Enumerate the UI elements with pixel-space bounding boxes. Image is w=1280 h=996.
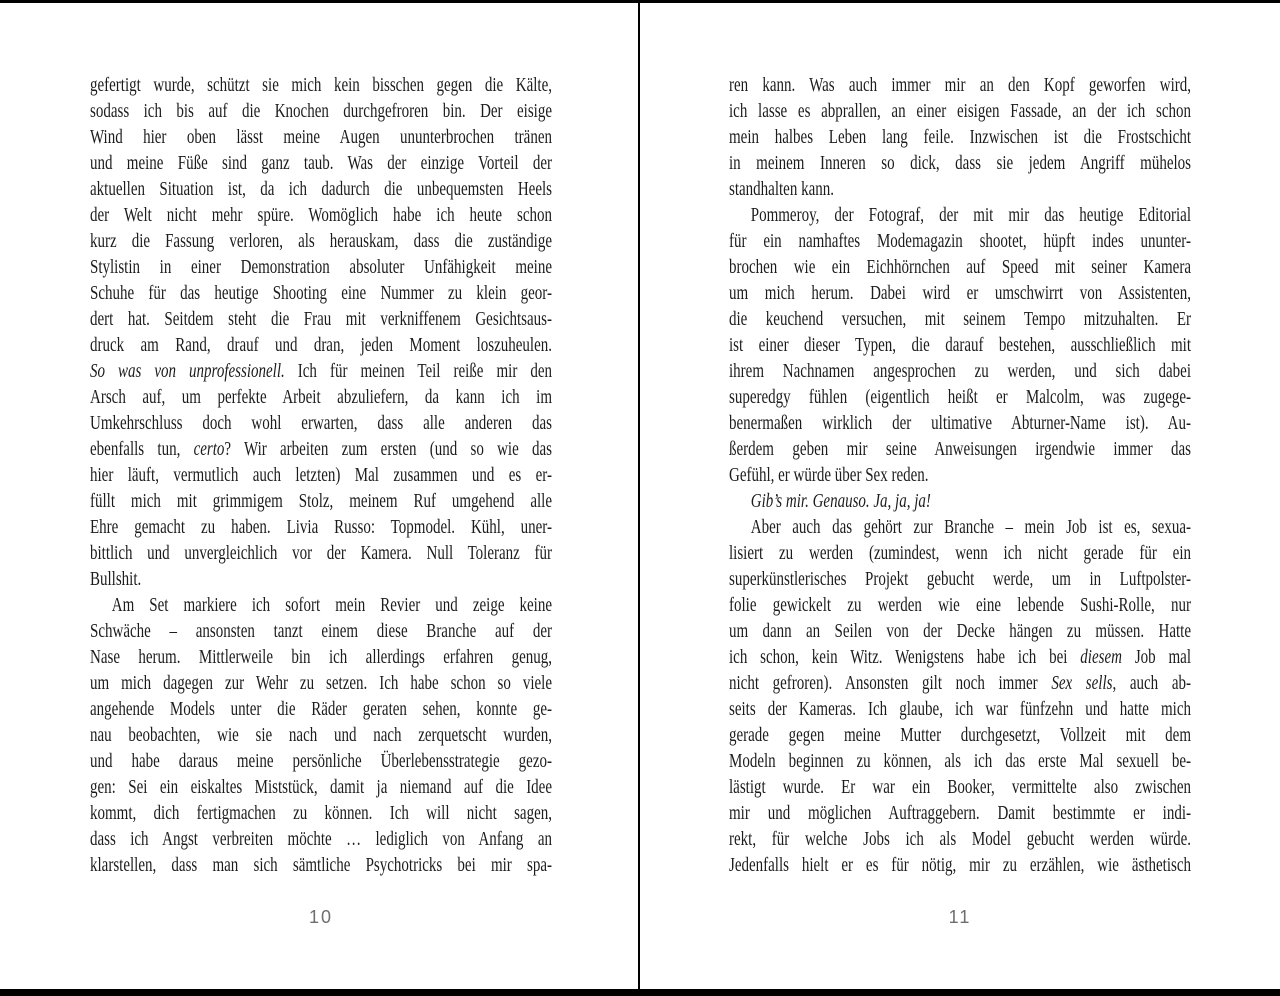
text-segment: gen: Sei ein eiskaltes Miststück, damit ja niemand auf die Idee [90,776,552,798]
text-line [90,488,552,514]
text-line [729,124,1191,150]
text-line [90,618,552,644]
text-segment: Job mal [1121,646,1191,668]
text-segment: , auch ab- [1112,672,1191,694]
text-line [729,280,1191,306]
text-line [90,592,552,618]
text-line [90,410,552,436]
text-line [729,748,1191,774]
text-segment: nicht gefroren). Ansonsten gilt noch immer [729,672,1052,694]
text-segment: lisiert zu werden (zumindest, wenn ich nicht gerade für ein [729,542,1191,564]
text-line [729,670,1191,696]
text-line [90,826,552,852]
text-segment: die keuchend versuchen, mit seinem Tempo mitzuhalten. Er [729,308,1191,330]
text-segment: kurz die Fassung verloren, als herauskam, dass die zuständige [90,230,552,252]
text-line [90,800,552,826]
text-segment: gerade gegen meine Mutter durchgesetzt, Vollzeit mit dem [729,724,1191,746]
text-segment: Pommeroy, der Fotograf, der mit mir das heutige Editorial [750,204,1191,226]
text-segment: standhalten kann. [729,178,834,200]
text-line [729,150,1191,176]
text-segment: ich schon, kein Witz. Wenigstens habe ich bei [729,646,1081,668]
text-segment: Stylistin in einer Demonstration absoluter Unfähigkeit meine [90,256,552,278]
page-number-right: 11 [948,907,972,927]
text-segment: druck am Rand, drauf und dran, jeden Moment loszuheulen. [90,334,552,356]
text-line [90,748,552,774]
text-line [90,540,552,566]
text-line [90,644,552,670]
italic-text-segment: diesem [1080,646,1122,668]
text-line [729,332,1191,358]
text-segment: sodass ich bis auf die Knochen durchgefroren bin. Der eisige [90,100,552,122]
text-line [90,670,552,696]
italic-text-segment: Sex sells [1051,672,1113,694]
text-segment: Jedenfalls hielt er es für nötig, mir zu erzählen, wie ästhetisch [729,854,1191,876]
text-segment: um dann an Seilen von der Decke hängen zu müssen. Hatte [729,620,1191,642]
text-segment: angehende Models unter die Räder geraten sehen, konnte ge- [90,698,552,720]
text-line [729,72,1191,98]
text-segment: ist einer dieser Typen, die darauf bestehen, ausschließlich mit [729,334,1191,356]
text-segment: Ich für meinen Teil reiße mir den [284,360,552,382]
text-segment: Modeln beginnen zu können, als ich das erste Mal sexuell be- [729,750,1191,772]
text-segment: um mich dagegen zur Wehr zu setzen. Ich habe schon so viele [90,672,552,694]
text-segment: Arsch auf, um perfekte Arbeit abzuliefern, da kann ich im [90,386,552,408]
text-segment: brochen wie ein Eichhörnchen auf Speed mit seiner Kamera [729,256,1191,278]
text-segment: um mich herum. Dabei wird er umschwirrt von Assistenten, [729,282,1191,304]
text-segment: Aber auch das gehört zur Branche – mein Job ist es, sexua- [750,516,1191,538]
text-segment: seits der Kameras. Ich glaube, ich war fünfzehn und hatte mich [729,698,1191,720]
page-text-right [729,72,1191,878]
text-line [90,852,552,878]
text-segment: ebenfalls tun, [90,438,194,460]
text-line [729,826,1191,852]
text-line [729,644,1191,670]
text-line [90,514,552,540]
text-segment: ßerdem geben mir seine Anweisungen irgendwie immer das [729,438,1191,460]
text-segment: benermaßen wirklich der ultimative Abturner-Name ist). Au- [729,412,1191,434]
text-segment: superkünstlerisches Projekt gebucht werde, um in Luftpolster- [729,568,1191,590]
text-segment: lästigt wurde. Er war ein Booker, vermittelte also zwischen [729,776,1191,798]
text-line [729,254,1191,280]
text-segment: mein halbes Leben lang feile. Inzwischen ist die Frostschicht [729,126,1191,148]
text-line [90,254,552,280]
text-segment: mir und möglichen Auftraggebern. Damit bestimmte er indi- [729,802,1191,824]
text-segment: klarstellen, dass man sich sämtliche Psychotricks bei mir spa- [90,854,552,876]
text-segment: ? Wir arbeiten zum ersten (und so wie das [224,438,552,460]
text-segment: füllt mich mit grimmigem Stolz, meinem Ruf umgehend alle [90,490,552,512]
text-segment: für ein namhaftes Modemagazin shootet, hüpft indes ununter- [729,230,1191,252]
text-segment: dert hat. Seitdem steht die Frau mit verkniffenem Gesichtsaus- [90,308,552,330]
text-segment: folie gewickelt zu werden wie eine lebende Sushi-Rolle, nur [729,594,1191,616]
text-line [90,228,552,254]
text-segment: Am Set markiere ich sofort mein Revier und zeige keine [111,594,552,616]
text-line [729,488,1191,514]
text-segment: nau beobachten, wie sie nach und nach zerquetscht wurden, [90,724,552,746]
text-segment: hier läuft, vermutlich auch letzten) Mal zusammen und es er- [90,464,552,486]
text-line [729,436,1191,462]
italic-text-segment: Gib’s mir. Genauso. Ja, ja, ja! [750,490,931,512]
text-line [90,280,552,306]
page-number-left: 10 [308,907,334,927]
text-line [90,722,552,748]
text-line [729,358,1191,384]
text-segment: aktuellen Situation ist, da ich dadurch die unbequemsten Heels [90,178,552,200]
text-line [90,176,552,202]
text-line [729,228,1191,254]
page-text-left [90,72,552,878]
text-line [729,410,1191,436]
text-line [90,358,552,384]
text-segment: kommt, dich fertigmachen zu können. Ich will nicht sagen, [90,802,552,824]
text-segment: Wind hier oben lässt meine Augen ununterbrochen tränen [90,126,552,148]
text-line [90,202,552,228]
text-line [729,462,1191,488]
bottom-edge [0,989,1280,996]
text-line [90,384,552,410]
text-line [729,566,1191,592]
text-line [729,514,1191,540]
text-line [90,774,552,800]
text-line [729,306,1191,332]
text-segment: und habe daraus meine persönliche Überlebensstrategie gezo- [90,750,552,772]
text-segment: dass ich Angst verbreiten möchte … lediglich von Anfang an [90,828,552,850]
page-divider [638,0,640,996]
text-line [729,384,1191,410]
text-segment: ihrem Nachnamen angesprochen zu werden, und sich dabei [729,360,1191,382]
text-segment: der Welt nicht mehr spüre. Womöglich habe ich heute schon [90,204,552,226]
italic-text-segment: So was von unprofessionell. [90,360,285,382]
text-segment: ich lasse es abprallen, an einer eisigen Fassade, an der ich schon [729,100,1191,122]
top-edge [0,0,1280,3]
text-line [90,462,552,488]
text-segment: Ehre gemacht zu haben. Livia Russo: Topmodel. Kühl, uner- [90,516,552,538]
text-line [90,150,552,176]
text-line [729,696,1191,722]
text-segment: ren kann. Was auch immer mir an den Kopf geworfen wird, [729,74,1191,96]
text-line [90,306,552,332]
text-line [729,592,1191,618]
text-line [729,176,1191,202]
text-line [729,852,1191,878]
text-line [90,98,552,124]
text-line [729,800,1191,826]
text-segment: rekt, für welche Jobs ich als Model gebucht werden würde. [729,828,1191,850]
text-line [90,566,552,592]
text-line [90,72,552,98]
text-line [729,618,1191,644]
text-segment: Gefühl, er würde über Sex reden. [729,464,929,486]
text-line [729,722,1191,748]
text-line [90,124,552,150]
text-segment: und meine Füße sind ganz taub. Was der einzige Vorteil der [90,152,552,174]
text-segment: Umkehrschluss doch wohl erwarten, dass alle anderen das [90,412,552,434]
text-segment: bittlich und unvergleichlich vor der Kamera. Null Toleranz für [90,542,552,564]
text-segment: Bullshit. [90,568,142,590]
text-line [90,696,552,722]
text-segment: gefertigt wurde, schützt sie mich kein bisschen gegen die Kälte, [90,74,552,96]
text-line [729,540,1191,566]
text-line [729,774,1191,800]
text-line [729,202,1191,228]
text-segment: Schuhe für das heutige Shooting eine Nummer zu klein geor- [90,282,552,304]
text-segment: Nase herum. Mittlerweile bin ich allerdings erfahren genug, [90,646,552,668]
italic-text-segment: certo [193,438,225,460]
text-segment: Schwäche – ansonsten tanzt einem diese Branche auf der [90,620,552,642]
text-line [90,436,552,462]
text-line [90,332,552,358]
text-segment: in meinem Inneren so dick, dass sie jedem Angriff mühelos [729,152,1191,174]
text-line [729,98,1191,124]
text-segment: superedgy fühlen (eigentlich heißt er Malcolm, was zugege- [729,386,1191,408]
